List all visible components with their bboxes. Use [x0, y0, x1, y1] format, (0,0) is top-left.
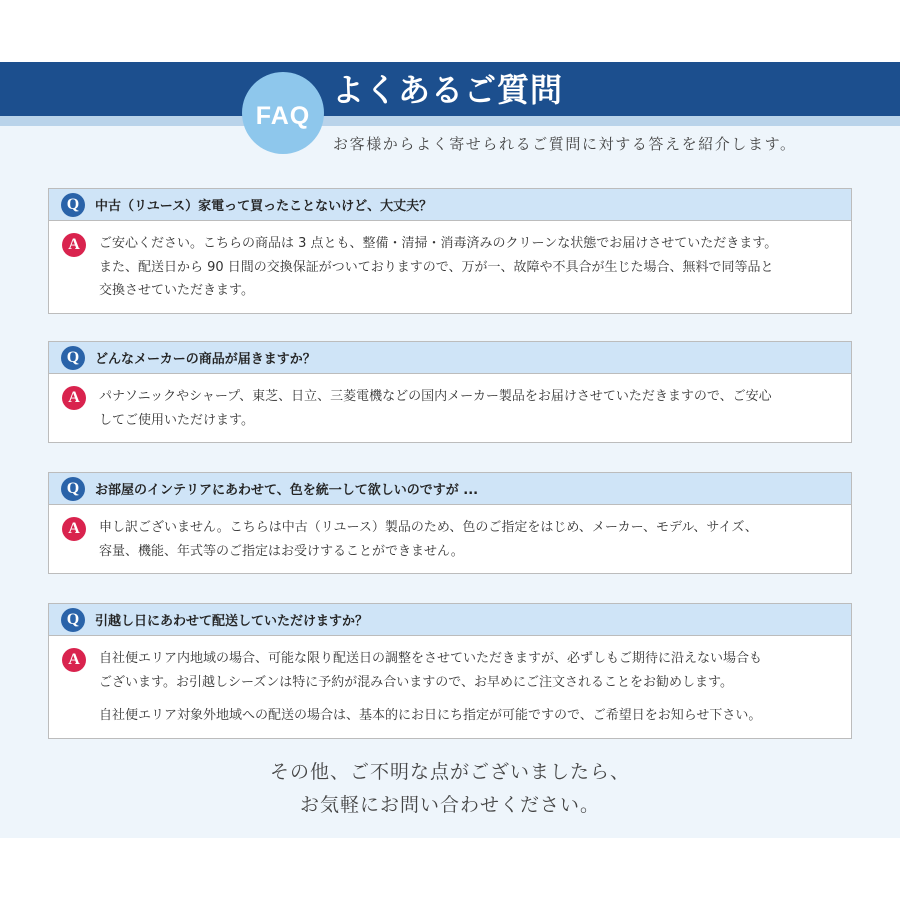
page-title: よくあるご質問	[332, 71, 564, 109]
header-stripe	[0, 116, 900, 126]
answer-row	[49, 221, 851, 313]
question-badge: Q	[61, 477, 85, 501]
question-text: お部屋のインテリアにあわせて、色を統一して欲しいのですが ...	[95, 483, 479, 498]
question-badge: Q	[61, 193, 85, 217]
question-row	[49, 189, 851, 221]
question-badge: Q	[61, 608, 85, 632]
question-row	[49, 604, 851, 636]
faq-badge	[242, 72, 324, 154]
answer-row	[49, 374, 851, 442]
faq-item	[48, 188, 852, 314]
answer-badge: A	[62, 517, 86, 541]
answer-badge: A	[62, 386, 86, 410]
faq-item	[48, 603, 852, 739]
answer-text: ご安心ください。こちらの商品は 3 点とも、整備・清掃・消毒済みのクリーンな状態でお届けさせていただきます。 また、配送日から 90 日間の交換保証がついておりますので、万が一、故障や不具合が生じた場合、無料で同等品と 交換させていただきます。	[99, 236, 778, 298]
faq-item	[48, 472, 852, 574]
question-text: 引越し日にあわせて配送していただけますか？	[95, 614, 369, 629]
footer-message: その他、ご不明な点がございましたら、 お気軽にお問い合わせください。	[269, 761, 630, 816]
question-row	[49, 473, 851, 505]
answer-extra-text: 自社便エリア対象外地域への配送の場合は、基本的にお日にち指定が可能ですので、ご希望日をお知らせ下さい。	[99, 708, 762, 723]
faq-badge-label: FAQ	[255, 101, 311, 130]
question-text: どんなメーカーの商品が届きますか？	[95, 352, 316, 367]
answer-badge: A	[62, 233, 86, 257]
answer-badge: A	[62, 648, 86, 672]
answer-text: パナソニックやシャープ、東芝、日立、三菱電機などの国内メーカー製品をお届けさせていただきますので、ご安心 してご使用いただけます。	[99, 389, 772, 428]
question-badge: Q	[61, 346, 85, 370]
answer-text: 申し訳ございません。こちらは中古（リユース）製品のため、色のご指定をはじめ、メーカー、モデル、サイズ、 容量、機能、年式等のご指定はお受けすることができません。	[99, 520, 758, 559]
answer-row	[49, 636, 851, 738]
question-row	[49, 342, 851, 374]
answer-row	[49, 505, 851, 573]
answer-text: 自社便エリア内地域の場合、可能な限り配送日の調整をさせていただきますが、必ずしもご期待に沿えない場合も ございます。お引越しシーズンは特に予約が混み合いますので、お早めにご注文されることをお勧めします。	[99, 651, 763, 690]
question-text: 中古（リユース）家電って買ったことないけど、大丈夫？	[95, 199, 433, 214]
faq-item	[48, 341, 852, 443]
page-subtitle: お客様からよく寄せられるご質問に対する答えを紹介します。	[333, 135, 797, 153]
